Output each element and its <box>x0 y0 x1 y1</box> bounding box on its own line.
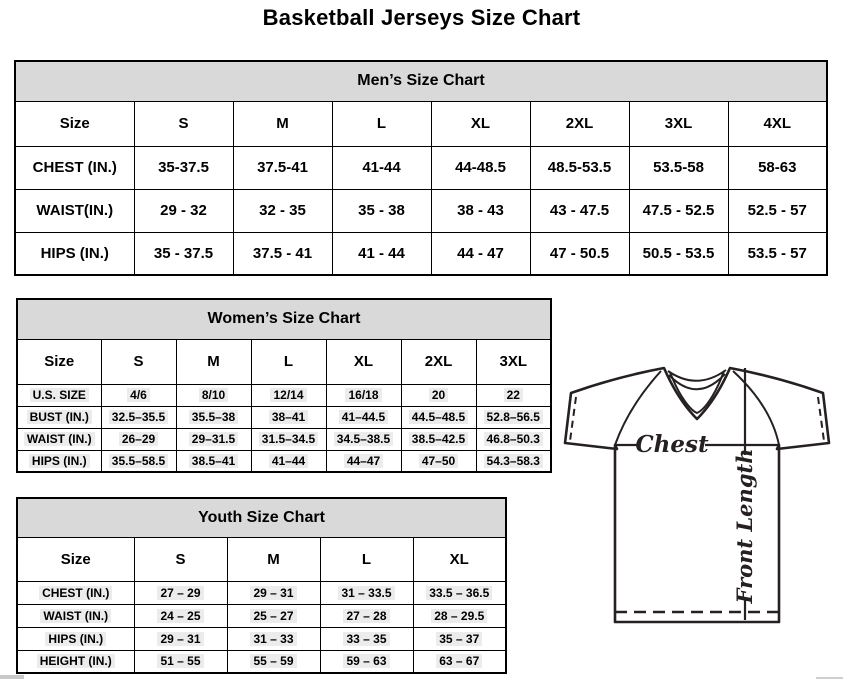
size-value-cell: 29 – 31 <box>227 581 320 604</box>
row-label: WAIST(IN.) <box>15 189 134 232</box>
size-value-cell: 41–44 <box>251 450 326 472</box>
size-value-cell: 35 – 37 <box>413 627 506 650</box>
size-value-cell: 63 – 67 <box>413 650 506 673</box>
size-value-cell: 54.3–58.3 <box>476 450 551 472</box>
table-row <box>17 650 506 673</box>
size-value-cell: 55 – 59 <box>227 650 320 673</box>
size-value-cell: 44-48.5 <box>431 146 530 189</box>
table-row <box>15 232 827 275</box>
size-value-cell: 53.5-58 <box>629 146 728 189</box>
page-edge-artifact-left <box>0 675 24 679</box>
size-value-cell: 24 – 25 <box>134 604 227 627</box>
size-value-cell: 29 – 31 <box>134 627 227 650</box>
size-value-cell: 35 - 37.5 <box>134 232 233 275</box>
jersey-outline <box>565 368 829 622</box>
size-value-cell: 29–31.5 <box>176 428 251 450</box>
column-header: S <box>101 339 176 384</box>
column-header: XL <box>326 339 401 384</box>
size-value-cell: 44–47 <box>326 450 401 472</box>
jersey-diagram-svg <box>556 352 843 630</box>
size-value-cell: 38.5–42.5 <box>401 428 476 450</box>
row-label: HIPS (IN.) <box>17 450 101 472</box>
size-value-cell: 47.5 - 52.5 <box>629 189 728 232</box>
table-row <box>15 146 827 189</box>
column-header: 2XL <box>401 339 476 384</box>
row-label: HIPS (IN.) <box>17 627 134 650</box>
table-row <box>17 627 506 650</box>
size-value-cell: 38.5–41 <box>176 450 251 472</box>
collar-back-arc-1 <box>668 370 726 381</box>
size-value-cell: 29 - 32 <box>134 189 233 232</box>
size-value-cell: 34.5–38.5 <box>326 428 401 450</box>
size-value-cell: 52.8–56.5 <box>476 406 551 428</box>
row-label: U.S. SIZE <box>17 384 101 406</box>
size-value-cell: 53.5 - 57 <box>728 232 827 275</box>
size-value-cell: 22 <box>476 384 551 406</box>
column-header: 3XL <box>476 339 551 384</box>
womens-size-chart-table <box>16 298 552 473</box>
column-header: 4XL <box>728 101 827 146</box>
column-header: L <box>320 537 413 581</box>
size-value-cell: 27 – 29 <box>134 581 227 604</box>
size-value-cell: 47–50 <box>401 450 476 472</box>
size-value-cell: 35-37.5 <box>134 146 233 189</box>
table-title: Women’s Size Chart <box>17 299 551 339</box>
size-value-cell: 33.5 – 36.5 <box>413 581 506 604</box>
size-value-cell: 48.5-53.5 <box>530 146 629 189</box>
size-value-cell: 31 – 33 <box>227 627 320 650</box>
column-header: Size <box>17 537 134 581</box>
column-header: 3XL <box>629 101 728 146</box>
table-row <box>17 428 551 450</box>
row-label: CHEST (IN.) <box>15 146 134 189</box>
column-header: M <box>227 537 320 581</box>
column-header: S <box>134 101 233 146</box>
size-value-cell: 27 – 28 <box>320 604 413 627</box>
column-header: Size <box>17 339 101 384</box>
size-value-cell: 35.5–38 <box>176 406 251 428</box>
size-value-cell: 31.5–34.5 <box>251 428 326 450</box>
row-label: WAIST (IN.) <box>17 428 101 450</box>
front-length-label: Front Length <box>732 448 757 604</box>
column-header: M <box>233 101 332 146</box>
size-value-cell: 52.5 - 57 <box>728 189 827 232</box>
size-value-cell: 32.5–35.5 <box>101 406 176 428</box>
youth-size-chart-table <box>16 497 507 674</box>
table-row <box>17 406 551 428</box>
size-value-cell: 50.5 - 53.5 <box>629 232 728 275</box>
column-header: L <box>332 101 431 146</box>
column-header: S <box>134 537 227 581</box>
table-title: Men’s Size Chart <box>15 61 827 101</box>
page-title: Basketball Jerseys Size Chart <box>262 5 581 30</box>
column-header: M <box>176 339 251 384</box>
size-value-cell: 16/18 <box>326 384 401 406</box>
mens-size-chart-table <box>14 60 828 276</box>
size-value-cell: 37.5 - 41 <box>233 232 332 275</box>
size-value-cell: 12/14 <box>251 384 326 406</box>
column-header: L <box>251 339 326 384</box>
size-value-cell: 33 – 35 <box>320 627 413 650</box>
size-value-cell: 43 - 47.5 <box>530 189 629 232</box>
chest-label: Chest <box>635 431 709 458</box>
size-value-cell: 41 - 44 <box>332 232 431 275</box>
column-header: 2XL <box>530 101 629 146</box>
row-label: HEIGHT (IN.) <box>17 650 134 673</box>
size-value-cell: 4/6 <box>101 384 176 406</box>
table-row <box>17 604 506 627</box>
column-header: Size <box>15 101 134 146</box>
column-header: XL <box>413 537 506 581</box>
size-value-cell: 28 – 29.5 <box>413 604 506 627</box>
size-value-cell: 25 – 27 <box>227 604 320 627</box>
column-header: XL <box>431 101 530 146</box>
row-label: CHEST (IN.) <box>17 581 134 604</box>
size-value-cell: 37.5-41 <box>233 146 332 189</box>
table-row <box>17 581 506 604</box>
size-value-cell: 41–44.5 <box>326 406 401 428</box>
jersey-measurement-diagram <box>556 352 843 630</box>
size-value-cell: 35 - 38 <box>332 189 431 232</box>
size-value-cell: 47 - 50.5 <box>530 232 629 275</box>
size-value-cell: 38–41 <box>251 406 326 428</box>
size-value-cell: 58-63 <box>728 146 827 189</box>
size-value-cell: 35.5–58.5 <box>101 450 176 472</box>
row-label: BUST (IN.) <box>17 406 101 428</box>
size-value-cell: 44 - 47 <box>431 232 530 275</box>
size-value-cell: 26–29 <box>101 428 176 450</box>
size-value-cell: 51 – 55 <box>134 650 227 673</box>
table-title: Youth Size Chart <box>17 498 506 537</box>
size-value-cell: 38 - 43 <box>431 189 530 232</box>
size-value-cell: 31 – 33.5 <box>320 581 413 604</box>
size-value-cell: 44.5–48.5 <box>401 406 476 428</box>
size-value-cell: 59 – 63 <box>320 650 413 673</box>
row-label: WAIST (IN.) <box>17 604 134 627</box>
size-value-cell: 8/10 <box>176 384 251 406</box>
size-value-cell: 32 - 35 <box>233 189 332 232</box>
table-row <box>17 450 551 472</box>
size-value-cell: 20 <box>401 384 476 406</box>
table-row <box>17 384 551 406</box>
row-label: HIPS (IN.) <box>15 232 134 275</box>
table-row <box>15 189 827 232</box>
size-value-cell: 41-44 <box>332 146 431 189</box>
size-value-cell: 46.8–50.3 <box>476 428 551 450</box>
